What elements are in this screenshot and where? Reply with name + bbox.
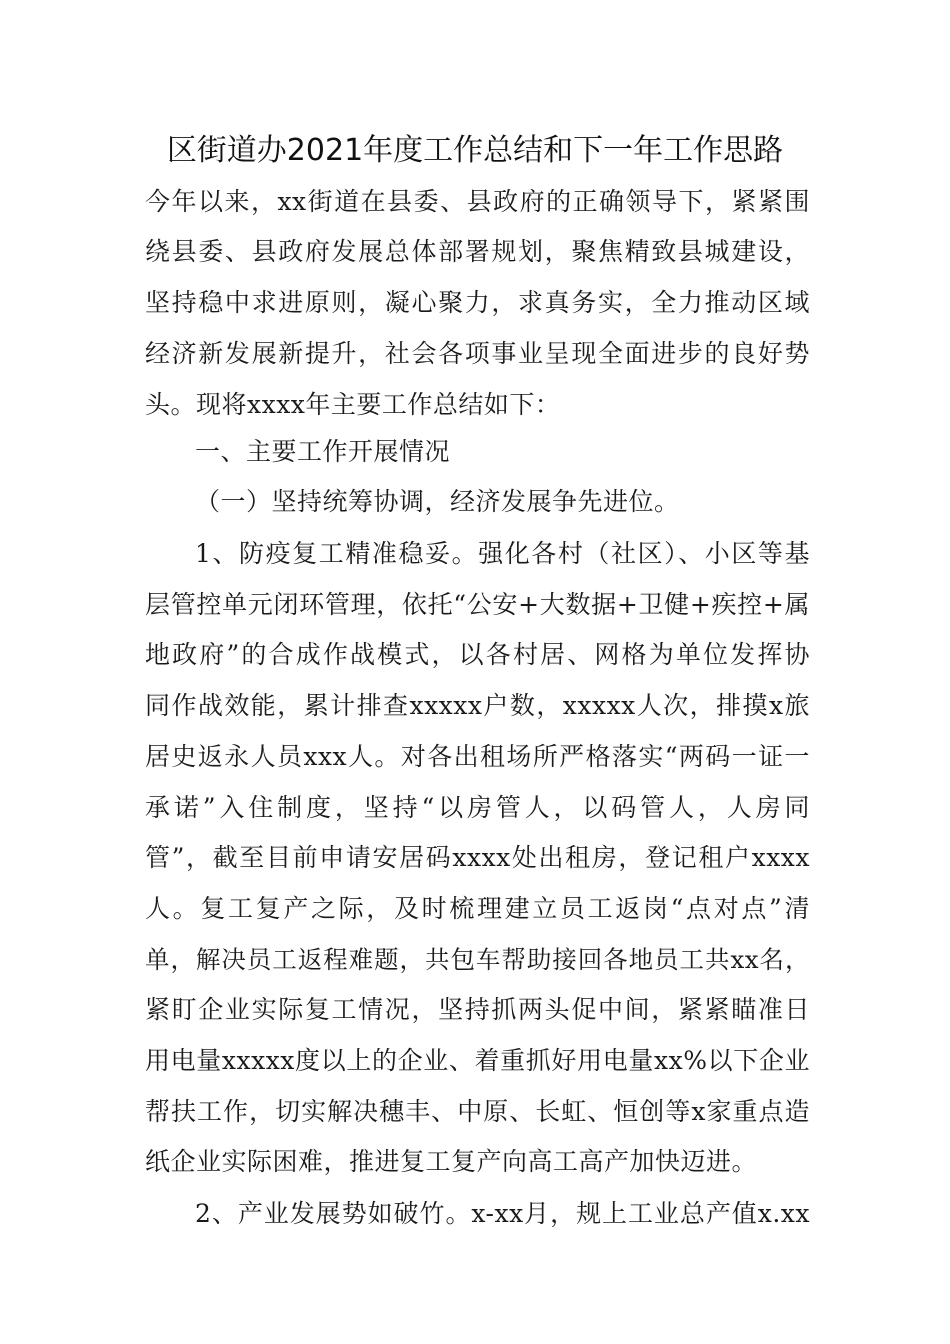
paragraph-line: 层管控单元闭环管理，依托“公安+大数据+卫健+疾控+属 [145, 590, 810, 619]
section-heading: 一、主要工作开展情况 [195, 437, 451, 466]
paragraph-line: 地政府”的合成作战模式，以各村居、网格为单位发挥协 [145, 640, 810, 669]
paragraph-line: 今年以来，xx街道在县委、县政府的正确领导下，紧紧围 [145, 187, 810, 216]
paragraph-line: 帮扶工作，切实解决穗丰、中原、长虹、恒创等x家重点造 [145, 1097, 810, 1126]
paragraph-line: 人。复工复产之际，及时梳理建立员工返岗“点对点”清 [145, 894, 810, 923]
paragraph-line: 经济新发展新提升，社会各项事业呈现全面进步的良好势 [145, 339, 810, 368]
paragraph-line: 管”，截至目前申请安居码xxxx处出租房，登记租户xxxx [145, 843, 810, 872]
paragraph-line: 纸企业实际困难，推进复工复产向高工高产加快迈进。 [145, 1147, 758, 1176]
paragraph-line: 同作战效能，累计排查xxxxx户数，xxxxx人次，排摸x旅 [145, 691, 810, 720]
paragraph-line: 2、产业发展势如破竹。x-xx月，规上工业总产值x.xx [195, 1199, 810, 1228]
paragraph-line: 1、防疫复工精准稳妥。强化各村（社区）、小区等基 [195, 539, 810, 568]
paragraph-line: 绕县委、县政府发展总体部署规划，聚焦精致县城建设， [145, 237, 810, 266]
paragraph-line: 坚持稳中求进原则，凝心聚力，求真务实，全力推动区域 [145, 288, 810, 317]
paragraph-line: 单，解决员工返程难题，共包车帮助接回各地员工共xx名， [145, 945, 810, 974]
paragraph-line: 紧盯企业实际复工情况，坚持抓两头促中间，紧紧瞄准日 [145, 995, 810, 1024]
paragraph-line: 居史返永人员xxx人。对各出租场所严格落实“两码一证一 [145, 742, 810, 771]
document-title: 区街道办2021年度工作总结和下一年工作思路 [166, 133, 784, 168]
subsection-heading: （一）坚持统筹协调，经济发展争先进位。 [195, 487, 680, 516]
paragraph-line: 用电量xxxxx度以上的企业、着重抓好用电量xx%以下企业 [145, 1046, 810, 1075]
paragraph-line: 承诺”入住制度，坚持“以房管人，以码管人，人房同 [145, 793, 810, 822]
paragraph-line: 头。现将xxxx年主要工作总结如下： [145, 390, 561, 419]
